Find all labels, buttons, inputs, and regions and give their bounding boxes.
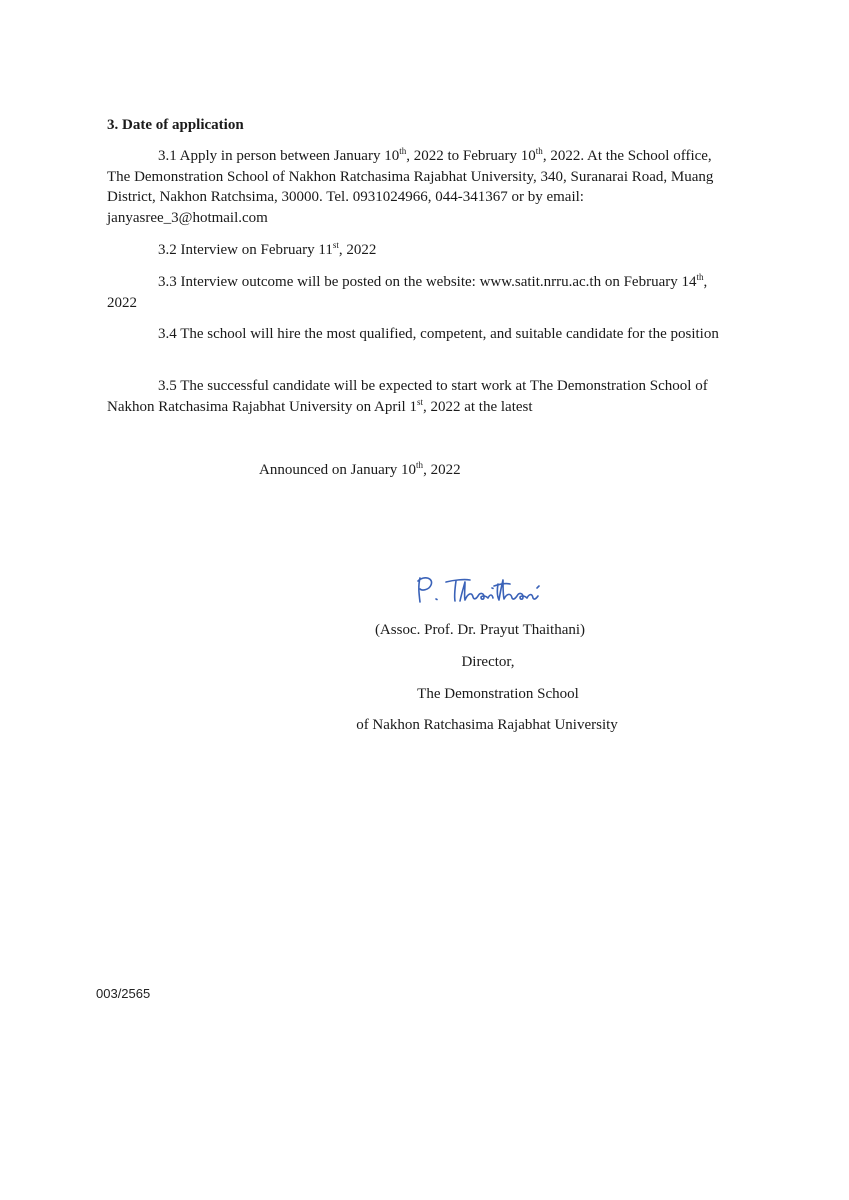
paragraph-3-1 — [107, 146, 732, 228]
signature-stroke — [446, 580, 470, 582]
paragraph-3-5-text-b: , 2022 at the latest — [422, 398, 533, 415]
section-heading: 3. Date of application — [107, 117, 244, 133]
signature-stroke — [537, 586, 539, 588]
signature-stroke — [460, 582, 493, 601]
ordinal-suffix: th — [416, 460, 424, 470]
ordinal-suffix: th — [696, 272, 704, 282]
paragraph-3-1-text-a: 3.1 Apply in person between January 10 — [158, 148, 400, 164]
document-number: 003/2565 — [96, 986, 151, 1001]
paragraph-3-1-text-c: , 2022. At the School office, The Demonstration School of Nakhon Ratchasima Rajabhat University, 340, Suranarai Road, Muang District, Nakhon Ratchsima, 30000. Tel. 0931024966, 044-341367 or by email: janyasree_3@hotmail.com — [107, 148, 714, 226]
paragraph-3-3-text-b: , 2022 — [107, 274, 708, 311]
paragraph-3-5-text-a: 3.5 The successful candidate will be expected to start work at The Demonstration School of Nakhon Ratchasima Rajabhat University on April 1 — [107, 378, 708, 415]
paragraph-3-3-text-a: 3.3 Interview outcome will be posted on the website: www.satit.nrru.ac.th on February 14 — [158, 274, 697, 290]
paragraph-3-2 — [107, 240, 732, 261]
paragraph-3-3 — [107, 272, 732, 313]
signer-name: (Assoc. Prof. Dr. Prayut Thaithani) — [374, 622, 586, 638]
announcement-text-a: Announced on January 10 — [259, 462, 417, 478]
signer-organization-line-1: The Demonstration School — [417, 686, 579, 702]
handwritten-signature — [412, 572, 552, 612]
paragraph-3-2-text-b: , 2022 — [338, 242, 377, 258]
paragraph-3-2-text-a: 3.2 Interview on February 11 — [158, 242, 333, 258]
signer-organization-line-2: of Nakhon Ratchasima Rajabhat University — [356, 717, 618, 733]
paragraph-3-5 — [107, 376, 732, 417]
signature-stroke — [419, 578, 420, 602]
paragraph-3-4 — [107, 324, 732, 345]
ordinal-suffix: th — [535, 146, 543, 156]
ordinal-suffix: st — [332, 240, 339, 250]
signature-stroke — [455, 581, 456, 601]
ordinal-suffix: th — [399, 146, 407, 156]
signature-stroke — [418, 578, 432, 590]
ordinal-suffix: st — [416, 396, 423, 407]
signer-title: Director, — [461, 654, 515, 670]
announcement-date — [259, 462, 461, 479]
announcement-text-b: , 2022 — [423, 462, 461, 478]
signature-stroke — [436, 599, 437, 600]
paragraph-3-1-text-b: , 2022 to February 10 — [406, 148, 536, 164]
paragraph-3-4-text: 3.4 The school will hire the most qualified, competent, and suitable candidate for the position — [158, 326, 719, 342]
